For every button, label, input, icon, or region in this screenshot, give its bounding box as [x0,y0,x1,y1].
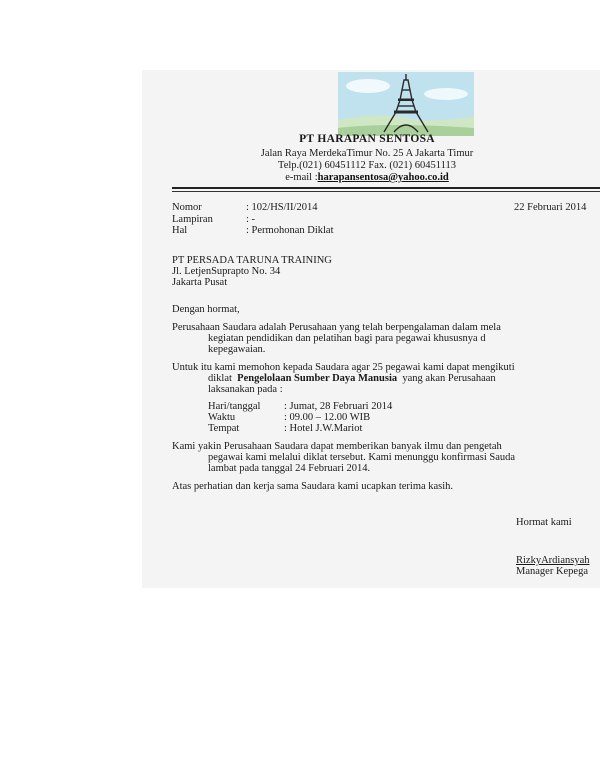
day-label: Hari/tanggal [208,401,261,412]
paragraph-1-line-1: Perusahaan Saudara adalah Perusahaan yang telah berpengalaman dalam mela [172,322,501,333]
nomor-value: : 102/HS/II/2014 [246,202,318,213]
company-phone: Telp.(021) 60451112 Fax. (021) 60451113 [278,160,456,171]
letter-date: 22 Februari 2014 [514,202,587,213]
nomor-label: Nomor [172,202,202,213]
salutation: Hormat kami [516,517,572,528]
company-email-line [142,172,592,183]
paragraph-3-line-1: Kami yakin Perusahaan Saudara dapat memberikan banyak ilmu dan pengetah [172,441,502,452]
place-value: : Hotel J.W.Mariot [284,423,363,434]
recipient-name: PT PERSADA TARUNA TRAINING [172,255,332,266]
recipient-city: Jakarta Pusat [172,277,228,288]
time-label: Waktu [208,412,236,423]
paragraph-2-pre: diklat [208,373,232,384]
day-value: : Jumat, 28 Februari 2014 [284,401,393,412]
place-label: Tempat [208,423,240,434]
training-title: Pengelolaan Sumber Daya Manusia [237,373,398,384]
lampiran-label: Lampiran [172,214,213,225]
email-link[interactable]: harapansentosa@yahoo.co.id [317,172,449,183]
paragraph-1-line-2: kegiatan pendidikan dan pelatihan bagi para pegawai khususnya d [208,333,486,344]
greeting: Dengan hormat, [172,304,240,315]
header-rule-thin [172,191,600,192]
signer-title: Manager Kepega [516,566,589,577]
paragraph-2-line-1: Untuk itu kami memohon kepada Saudara agar 25 pegawai kami dapat mengikuti [172,362,515,373]
paragraph-1-line-3: kepegawaian. [208,344,266,355]
hal-value: : Permohonan Diklat [246,225,334,236]
paragraph-3-line-2: pegawai kami melalui diklat tersebut. Kami menunggu konfirmasi Sauda [208,452,516,463]
lampiran-value: : - [246,214,256,225]
eiffel-tower-icon [338,72,474,136]
closing-sentence: Atas perhatian dan kerja sama Saudara kami ucapkan terima kasih. [172,481,454,492]
signer-name: RizkyArdiansyah [516,555,590,566]
header-rule-thick [172,187,600,189]
letter-page [142,70,600,588]
paragraph-2-post: yang akan Perusahaan [402,373,496,384]
company-address: Jalan Raya MerdekaTimur No. 25 A Jakarta Timur [260,148,474,159]
paragraph-2-line-3: laksanakan pada : [208,384,283,395]
email-label: e-mail : [285,172,318,183]
time-value: : 09.00 – 12.00 WIB [284,412,371,423]
paragraph-3-line-3: lambat pada tanggal 24 Februari 2014. [208,463,371,474]
company-name: PT HARAPAN SENTOSA [299,133,435,145]
recipient-street: Jl. LetjenSuprapto No. 34 [172,266,281,277]
hal-label: Hal [172,225,188,236]
